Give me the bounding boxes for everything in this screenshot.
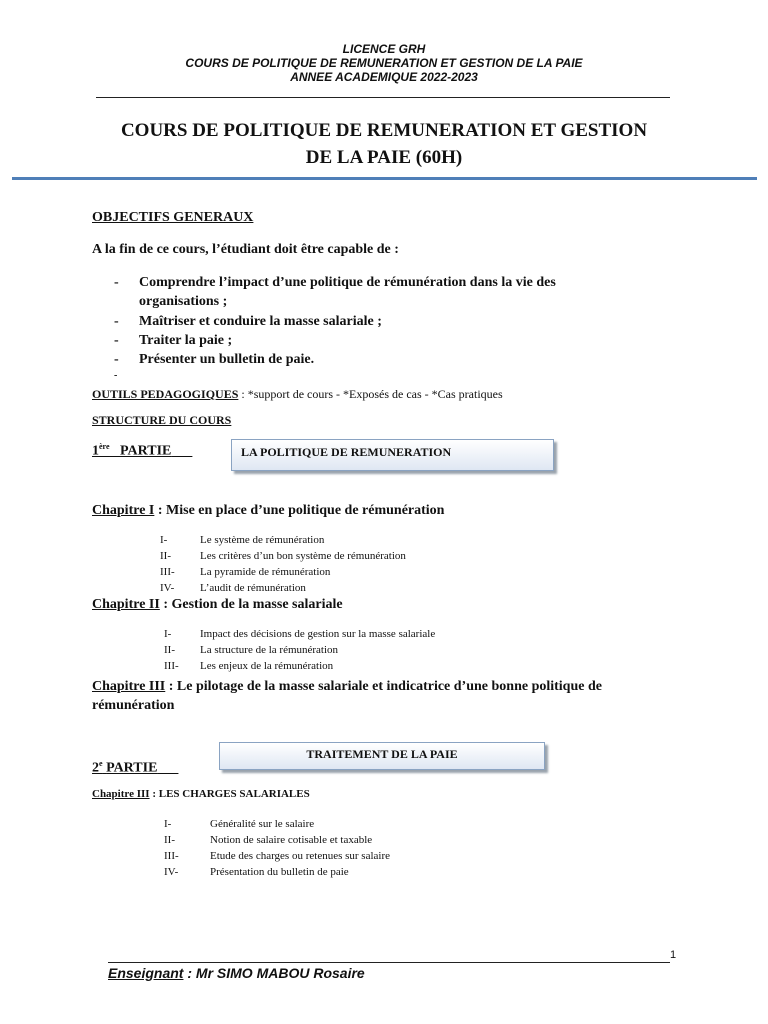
course-title (40, 117, 728, 171)
item-number: I- (160, 534, 168, 546)
objective-text: Présenter un bulletin de paie. (139, 352, 315, 367)
item-text: Impact des décisions de gestion sur la masse salariale (200, 628, 436, 640)
list-bullet: - (114, 314, 119, 329)
course-title-line-1: COURS DE POLITIQUE DE REMUNERATION ET GESTION (120, 120, 648, 141)
chapter-2-heading (92, 597, 343, 613)
chapter-label: Chapitre I (92, 503, 155, 518)
item-text: Les enjeux de la rémunération (200, 660, 334, 672)
chapter-1-items (160, 532, 560, 596)
teacher-name: : Mr SIMO MABOU Rosaire (183, 965, 365, 981)
item-text: Le système de rémunération (200, 534, 325, 546)
part-2-title-box: TRAITEMENT DE LA PAIE (219, 742, 545, 770)
header-line-3: ANNEE ACADEMIQUE 2022-2023 (290, 70, 478, 84)
teacher-label: Enseignant (108, 965, 184, 981)
objective-text: Traiter la paie ; (139, 333, 233, 348)
item-number: I- (164, 628, 172, 640)
page-number: 1 (670, 949, 677, 961)
objective-item (114, 312, 624, 332)
objectives-heading: OBJECTIFS GENERAUX (92, 210, 254, 225)
part-2-chapter-heading (92, 788, 310, 800)
document-header (0, 42, 768, 84)
part-word: PARTIE (120, 443, 172, 459)
part-superscript: ère (99, 442, 110, 451)
chapter-label: Chapitre II (92, 597, 160, 612)
chapter-title: : Gestion de la masse salariale (159, 597, 343, 612)
teaching-tools-text: : *support de cours - *Exposés de cas - *Cas pratiques (238, 387, 503, 401)
teaching-tools-label: OUTILS PEDAGOGIQUES (92, 387, 239, 401)
part-1-title-box: LA POLITIQUE DE REMUNERATION (231, 439, 554, 471)
objective-text: Maîtriser et conduire la masse salariale ; (139, 314, 382, 329)
item-text: Généralité sur le salaire (210, 818, 315, 830)
chapter-label: Chapitre III (92, 788, 150, 800)
part-superscript: e (99, 759, 103, 768)
part-word: PARTIE (106, 760, 158, 776)
chapter-title: : Le pilotage de la masse salariale et indicatrice d’une bonne politique de (165, 679, 602, 694)
part-1-label (92, 442, 202, 460)
chapter-2-items (164, 626, 564, 674)
item-text: La structure de la rémunération (200, 644, 339, 656)
objective-item (114, 273, 624, 309)
item-number: II- (160, 550, 171, 562)
part-2-chapter-items (164, 816, 564, 880)
structure-heading: STRUCTURE DU COURS (92, 413, 232, 427)
item-text: L’audit de rémunération (200, 582, 306, 594)
item-number: III- (164, 850, 179, 862)
item-text: Etude des charges ou retenues sur salaire (210, 850, 391, 862)
item-text: Présentation du bulletin de paie (210, 866, 349, 878)
teacher-footer (108, 965, 365, 981)
header-line-2: COURS DE POLITIQUE DE REMUNERATION ET GESTION DE LA PAIE (185, 56, 583, 70)
list-bullet: - (114, 275, 119, 290)
chapter-title: : LES CHARGES SALARIALES (149, 788, 310, 800)
footer-divider (108, 962, 670, 963)
chapter-title: : Mise en place d’une politique de rémunération (154, 503, 445, 518)
chapter-label: Chapitre III (92, 679, 166, 694)
item-text: La pyramide de rémunération (200, 566, 331, 578)
item-number: III- (160, 566, 175, 578)
part-number: 1 (92, 443, 99, 459)
chapter-3-heading (92, 677, 692, 715)
item-text: Les critères d’un bon système de rémunération (200, 550, 406, 562)
header-divider (96, 97, 670, 98)
course-title-line-2: DE LA PAIE (60H) (305, 147, 463, 168)
item-number: III- (164, 660, 179, 672)
title-divider (12, 177, 757, 180)
part-number: 2 (92, 760, 99, 776)
empty-bullet: - (114, 370, 118, 381)
objective-item (114, 350, 624, 370)
objective-item (114, 331, 624, 351)
part-2-label (92, 759, 192, 777)
teaching-tools (92, 385, 503, 403)
item-number: IV- (160, 582, 175, 594)
item-number: I- (164, 818, 172, 830)
objective-text: Comprendre l’impact d’une politique de rémunération dans la vie des organisations ; (139, 275, 556, 309)
list-bullet: - (114, 352, 119, 367)
item-number: II- (164, 644, 175, 656)
header-line-1: LICENCE GRH (342, 42, 426, 56)
item-number: IV- (164, 866, 179, 878)
item-number: II- (164, 834, 175, 846)
objectives-intro: A la fin de ce cours, l’étudiant doit être capable de : (92, 242, 399, 257)
item-text: Notion de salaire cotisable et taxable (210, 834, 373, 846)
chapter-1-heading (92, 503, 444, 519)
chapter-title-continued: rémunération (92, 698, 175, 713)
list-bullet: - (114, 333, 119, 348)
